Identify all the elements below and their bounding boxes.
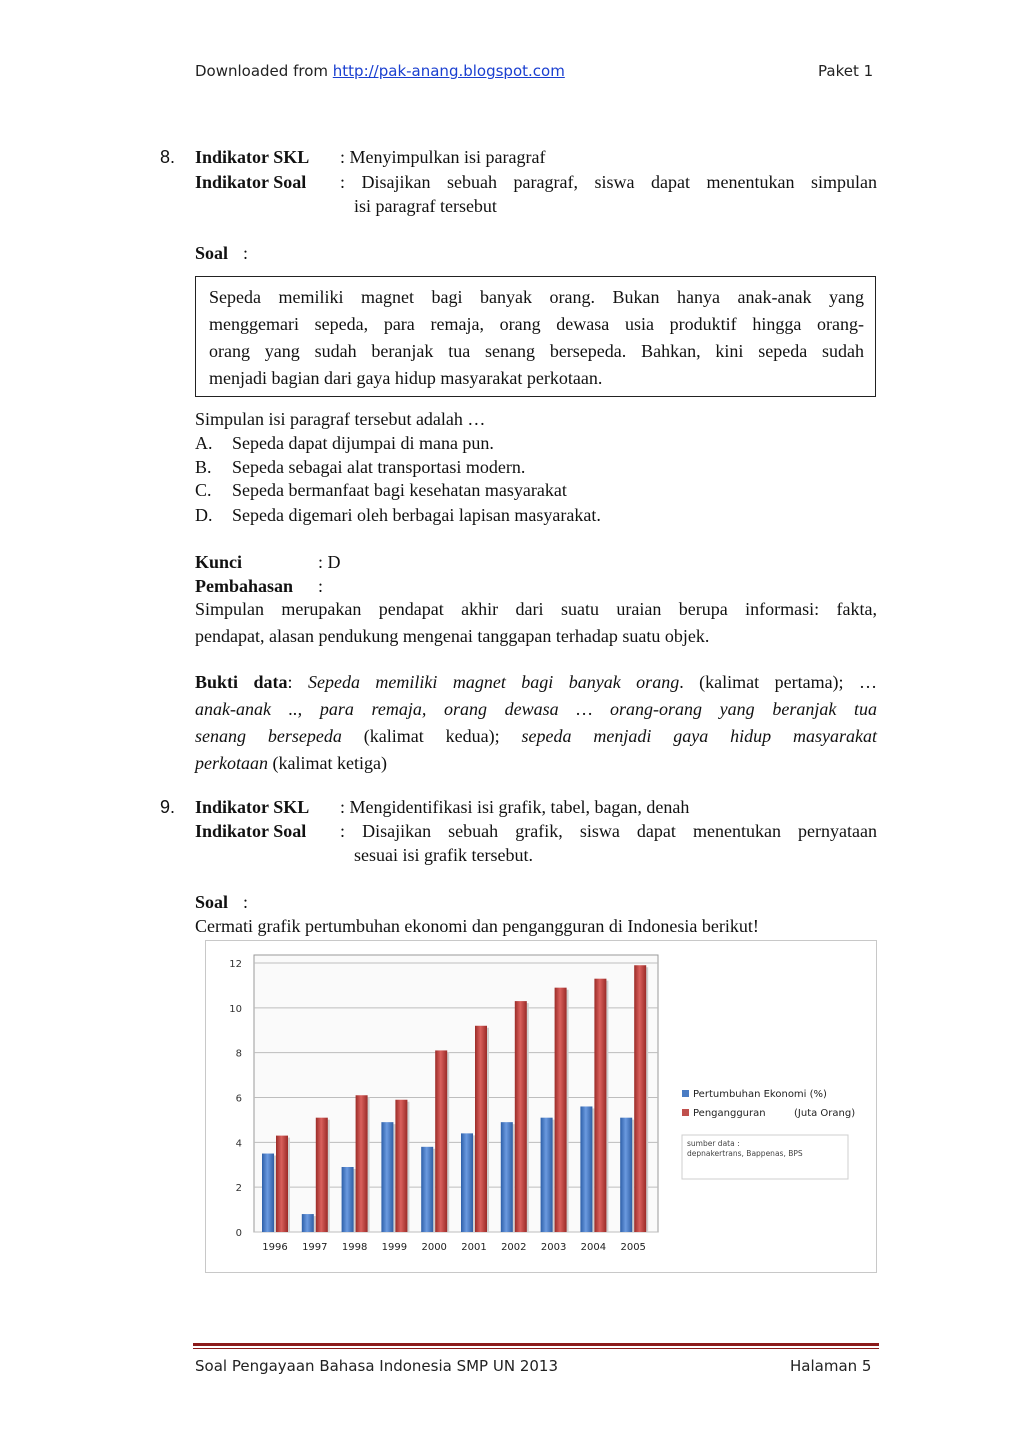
bar-pengangguran (515, 1001, 527, 1232)
pembahasan-line: pendapat, alasan pendukung mengenai tanggapan terhadap suatu objek. (195, 626, 710, 646)
downloaded-from-label: Downloaded from (195, 62, 328, 80)
bukti-line-2: anak-anak .., para remaja, orang dewasa … orang-orang yang beranjak tua (195, 699, 877, 719)
q8-soal-colon: : (243, 243, 249, 263)
footer-rule-thin (193, 1348, 879, 1349)
bar-pengangguran (594, 979, 606, 1232)
y-tick-label: 4 (235, 1138, 242, 1150)
bukti-line-3 (195, 726, 877, 747)
q8-soal-indicator-label: Indikator Soal (195, 172, 307, 192)
x-tick-label: 2002 (501, 1242, 527, 1253)
q8-soal-indicator-value: : Disajikan sebuah paragraf, siswa dapat menentukan simpulan (340, 172, 877, 192)
legend-label: Pengangguran (693, 1108, 766, 1119)
bar-pertumbuhan-ekonomi (262, 1154, 274, 1232)
bar-pengangguran (395, 1100, 407, 1232)
y-tick-label: 6 (235, 1093, 242, 1105)
bukti-colon: : (287, 672, 308, 692)
y-tick-label: 10 (229, 1003, 242, 1015)
legend-swatch (682, 1109, 689, 1116)
legend-unit: (Juta Orang) (794, 1108, 856, 1119)
bar-pertumbuhan-ekonomi (381, 1122, 393, 1232)
option-c-text: Sepeda bermanfaat bagi kesehatan masyarakat (232, 480, 567, 500)
page-number: Halaman 5 (790, 1357, 872, 1375)
bukti-quote-4: perkotaan (195, 753, 268, 773)
bukti-note-2: (kalimat kedua); (341, 726, 522, 746)
q9-skl-value: : Mengidentifikasi isi grafik, tabel, bagan, denah (340, 797, 690, 817)
q9-instruction: Cermati grafik pertumbuhan ekonomi dan pengangguran di Indonesia berikut! (195, 916, 759, 936)
bar-pertumbuhan-ekonomi (501, 1122, 513, 1232)
option-b-text: Sepeda sebagai alat transportasi modern. (232, 457, 526, 477)
option-d-text: Sepeda digemari oleh berbagai lapisan masyarakat. (232, 505, 601, 525)
bukti-line-4 (195, 753, 387, 774)
bukti-quote-3: sepeda menjadi gaya hidup masyarakat (521, 726, 878, 746)
footer-rule (193, 1343, 879, 1346)
source-note-text: sumber data : (687, 1139, 740, 1148)
option-d-letter: D. (195, 505, 213, 525)
option-b-letter: B. (195, 457, 212, 477)
option-a-text: Sepeda dapat dijumpai di mana pun. (232, 433, 494, 453)
packet-label: Paket 1 (818, 62, 874, 80)
bar-pengangguran (435, 1050, 447, 1232)
footer-title: Soal Pengayaan Bahasa Indonesia SMP UN 2013 (195, 1357, 559, 1375)
x-tick-label: 2000 (421, 1242, 447, 1253)
legend-swatch (682, 1090, 689, 1097)
x-tick-label: 2004 (580, 1242, 607, 1253)
option-c-letter: C. (195, 480, 212, 500)
bukti-label: Bukti data (195, 672, 288, 692)
q9-soal-indicator-label: Indikator Soal (195, 821, 307, 841)
bar-pertumbuhan-ekonomi (302, 1214, 314, 1232)
question-9-number: 9. (160, 797, 176, 817)
kunci-value: : D (318, 552, 341, 572)
kunci-label: Kunci (195, 552, 243, 572)
paragraph-line: Sepeda memiliki magnet bagi banyak orang. Bukan hanya anak-anak yang (209, 287, 864, 307)
bar-pengangguran (276, 1136, 288, 1232)
x-tick-label: 1996 (262, 1242, 288, 1253)
source-link[interactable]: http://pak-anang.blogspot.com (332, 62, 565, 80)
legend-label: Pertumbuhan Ekonomi (%) (693, 1089, 827, 1100)
q9-soal-label: Soal (195, 892, 229, 912)
q9-soal-indicator-value: : Disajikan sebuah grafik, siswa dapat menentukan pernyataan (340, 821, 877, 841)
bar-pengangguran (475, 1026, 487, 1232)
source-note-text: depnakertrans, Bappenas, BPS (687, 1149, 803, 1158)
q8-paragraph-box (195, 276, 876, 397)
bar-pertumbuhan-ekonomi (541, 1118, 553, 1232)
option-a-letter: A. (195, 433, 213, 453)
q9-skl-label: Indikator SKL (195, 797, 310, 817)
bar-chart (206, 941, 876, 1272)
paragraph-line: orang yang sudah beranjak tua senang bersepeda. Bahkan, kini sepeda sudah (209, 341, 864, 361)
paragraph-line: menggemari sepeda, para remaja, orang dewasa usia produktif hingga orang- (209, 314, 864, 334)
q8-soal-label: Soal (195, 243, 229, 263)
paragraph-line: menjadi bagian dari gaya hidup masyarakat perkotaan. (209, 368, 603, 388)
bar-pertumbuhan-ekonomi (461, 1133, 473, 1232)
bar-pengangguran (356, 1095, 368, 1232)
y-tick-label: 8 (235, 1048, 242, 1060)
x-tick-label: 1997 (302, 1242, 328, 1253)
y-tick-label: 0 (235, 1228, 242, 1239)
bukti-quote-1: Sepeda memiliki magnet bagi banyak orang (307, 672, 680, 692)
bar-pertumbuhan-ekonomi (620, 1118, 632, 1232)
x-tick-label: 2003 (540, 1242, 567, 1253)
chart-frame (205, 940, 877, 1273)
bar-pengangguran (634, 965, 646, 1232)
x-tick-label: 1999 (381, 1242, 408, 1253)
bukti-note-3: (kalimat ketiga) (267, 753, 387, 773)
q8-skl-label: Indikator SKL (195, 147, 310, 167)
x-tick-label: 2001 (461, 1242, 487, 1253)
q9-soal-colon: : (243, 892, 249, 912)
page-header (195, 62, 565, 80)
pembahasan-line: Simpulan merupakan pendapat akhir dari suatu uraian berupa informasi: fakta, (195, 599, 877, 619)
bukti-quote-2: senang bersepeda (195, 726, 342, 746)
bar-pertumbuhan-ekonomi (580, 1106, 592, 1232)
pembahasan-colon: : (318, 576, 324, 596)
pembahasan-label: Pembahasan (195, 576, 294, 596)
bukti-line-1 (195, 672, 877, 693)
bukti-note-1: . (kalimat pertama); … (679, 672, 878, 692)
q8-question: Simpulan isi paragraf tersebut adalah … (195, 409, 486, 429)
bar-pertumbuhan-ekonomi (421, 1147, 433, 1232)
bar-pengangguran (316, 1118, 328, 1232)
q8-skl-value: : Menyimpulkan isi paragraf (340, 147, 546, 167)
y-tick-label: 2 (235, 1183, 242, 1195)
y-tick-label: 12 (229, 959, 242, 970)
q8-soal-indicator-value-cont: isi paragraf tersebut (354, 196, 497, 216)
x-tick-label: 2005 (620, 1242, 646, 1253)
bar-pengangguran (555, 988, 567, 1232)
x-tick-label: 1998 (341, 1242, 368, 1253)
question-8-number: 8. (160, 147, 176, 167)
q9-soal-indicator-value-cont: sesuai isi grafik tersebut. (354, 845, 533, 865)
bar-pertumbuhan-ekonomi (342, 1167, 354, 1232)
